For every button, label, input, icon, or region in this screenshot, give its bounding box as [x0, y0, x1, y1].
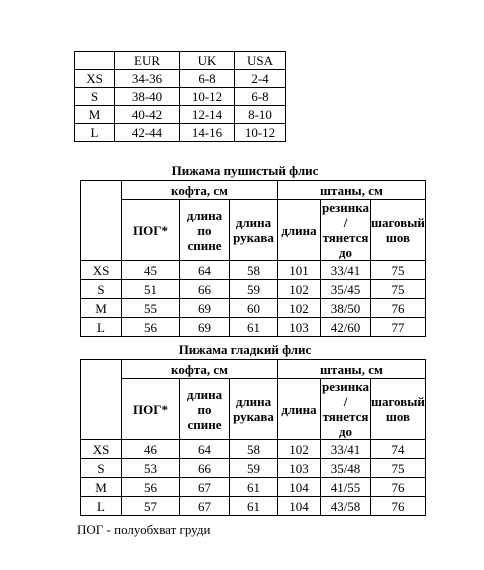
- table-cell: 76: [371, 299, 426, 318]
- table-row: [81, 318, 426, 337]
- smooth-fleece-table: [80, 359, 426, 516]
- table-cell: 61: [230, 318, 278, 337]
- table-cell: 56: [122, 478, 180, 497]
- column-header: ПОГ*: [122, 200, 180, 261]
- table-cell: 41/55: [321, 478, 371, 497]
- table-cell: 8-10: [235, 106, 286, 124]
- table-row: [81, 299, 426, 318]
- table-cell: 33/41: [321, 440, 371, 459]
- column-header: EUR: [115, 52, 180, 70]
- group-header-top: кофта, см: [122, 360, 278, 379]
- size-label: S: [75, 88, 115, 106]
- table-cell: 45: [122, 261, 180, 280]
- table-cell: 40-42: [115, 106, 180, 124]
- column-header: длина рукава: [230, 379, 278, 440]
- table-cell: 46: [122, 440, 180, 459]
- size-label: M: [81, 299, 122, 318]
- table-cell: 53: [122, 459, 180, 478]
- table-row: [81, 261, 426, 280]
- table-cell: 67: [180, 478, 230, 497]
- column-header: длина по спине: [180, 379, 230, 440]
- table-cell: 69: [180, 299, 230, 318]
- table-row: [81, 497, 426, 516]
- table-cell: 57: [122, 497, 180, 516]
- table-cell: 66: [180, 280, 230, 299]
- table-cell: 75: [371, 261, 426, 280]
- table-cell: 58: [230, 261, 278, 280]
- table-cell: 43/58: [321, 497, 371, 516]
- column-header: резинка /тянется до: [322, 379, 369, 439]
- table-row: [75, 70, 286, 88]
- fluffy-fleece-title: Пижама пушистый флис: [171, 163, 319, 178]
- group-header-row: [81, 360, 426, 379]
- table-cell: 10-12: [235, 124, 286, 142]
- table-cell: 74: [371, 440, 426, 459]
- table-cell: 10-12: [180, 88, 235, 106]
- table-cell: 103: [278, 459, 321, 478]
- table-cell: 56: [122, 318, 180, 337]
- column-header: USA: [235, 52, 286, 70]
- table-cell: 35/48: [321, 459, 371, 478]
- table-cell: 64: [180, 261, 230, 280]
- column-header: UK: [180, 52, 235, 70]
- table-cell: 55: [122, 299, 180, 318]
- table-cell: 66: [180, 459, 230, 478]
- table-cell: 75: [371, 459, 426, 478]
- table-row: [81, 478, 426, 497]
- footnote: ПОГ - полуобхват груди: [77, 522, 211, 537]
- table-row: [75, 124, 286, 142]
- table-cell: 38/50: [321, 299, 371, 318]
- table-row: [75, 106, 286, 124]
- table-cell: 60: [230, 299, 278, 318]
- table-cell: 67: [180, 497, 230, 516]
- size-label: XS: [81, 261, 122, 280]
- group-header-row: [81, 181, 426, 200]
- table-cell: 6-8: [235, 88, 286, 106]
- size-label: XS: [75, 70, 115, 88]
- table-cell: 14-16: [180, 124, 235, 142]
- table-cell: 102: [278, 299, 321, 318]
- group-header-bottom: штаны, см: [278, 181, 426, 200]
- table-cell: 76: [371, 497, 426, 516]
- size-label: L: [81, 318, 122, 337]
- table-cell: 51: [122, 280, 180, 299]
- column-header: длина: [278, 379, 321, 440]
- group-header-bottom: штаны, см: [278, 360, 426, 379]
- column-header: длина: [278, 200, 321, 261]
- size-label: L: [75, 124, 115, 142]
- size-table-header-row: [75, 52, 286, 70]
- table-cell: 6-8: [180, 70, 235, 88]
- table-cell: 61: [230, 497, 278, 516]
- corner-cell: [81, 360, 122, 440]
- table-cell: 69: [180, 318, 230, 337]
- table-row: [81, 280, 426, 299]
- size-label: M: [75, 106, 115, 124]
- size-table-body: [75, 52, 286, 142]
- table-cell: 64: [180, 440, 230, 459]
- smooth-fleece-title: Пижама гладкий флис: [178, 342, 312, 357]
- table-cell: 104: [278, 497, 321, 516]
- column-header: [75, 52, 115, 70]
- group-header-top: кофта, см: [122, 181, 278, 200]
- column-header: длина по спине: [180, 200, 230, 261]
- table-cell: 38-40: [115, 88, 180, 106]
- table-cell: 12-14: [180, 106, 235, 124]
- table-cell: 104: [278, 478, 321, 497]
- table-row: [81, 459, 426, 478]
- table-cell: 75: [371, 280, 426, 299]
- column-header-row: [81, 379, 426, 440]
- fluffy-fleece-table: [80, 180, 426, 337]
- table-cell: 33/41: [321, 261, 371, 280]
- column-header-row: [81, 200, 426, 261]
- table-cell: 101: [278, 261, 321, 280]
- size-label: S: [81, 280, 122, 299]
- table-cell: 2-4: [235, 70, 286, 88]
- table-cell: 58: [230, 440, 278, 459]
- table-cell: 61: [230, 478, 278, 497]
- column-header: шаговый шов: [371, 379, 426, 440]
- table-row: [75, 88, 286, 106]
- column-header: длина рукава: [230, 200, 278, 261]
- size-label: L: [81, 497, 122, 516]
- table-cell: 102: [278, 440, 321, 459]
- column-header: ПОГ*: [122, 379, 180, 440]
- table-cell: 59: [230, 280, 278, 299]
- table-cell: 42/60: [321, 318, 371, 337]
- table-cell: 35/45: [321, 280, 371, 299]
- size-label: S: [81, 459, 122, 478]
- table-cell: 59: [230, 459, 278, 478]
- column-header: резинка /тянется до: [322, 200, 369, 260]
- table-cell: 102: [278, 280, 321, 299]
- table-cell: 34-36: [115, 70, 180, 88]
- table-row: [81, 440, 426, 459]
- table-cell: 76: [371, 478, 426, 497]
- table-cell: 103: [278, 318, 321, 337]
- size-conversion-table: [74, 51, 286, 142]
- table-cell: 42-44: [115, 124, 180, 142]
- size-label: M: [81, 478, 122, 497]
- corner-cell: [81, 181, 122, 261]
- size-label: XS: [81, 440, 122, 459]
- column-header: шаговый шов: [371, 200, 426, 261]
- table-cell: 77: [371, 318, 426, 337]
